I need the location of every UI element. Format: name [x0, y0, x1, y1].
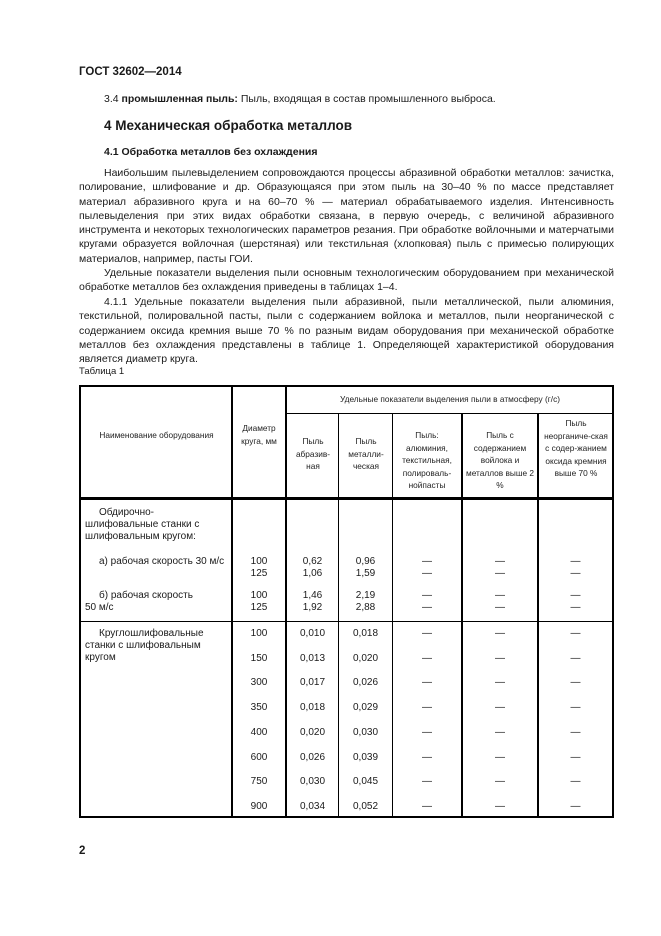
cell-felt: —: [495, 727, 505, 738]
cell-silica: —: [570, 727, 581, 738]
header-divider: [79, 497, 614, 500]
cell-aluminium: —: [422, 801, 432, 812]
header-equipment: Наименование оборудования: [99, 430, 214, 440]
cell-abrasive: 0,034: [299, 801, 326, 812]
cell-felt: —: [495, 702, 505, 713]
table-row: [79, 776, 614, 790]
table-row: [79, 653, 614, 667]
cell-abrasive: 0,020: [299, 727, 326, 738]
cell-abrasive: 0,010: [299, 628, 326, 639]
table-row: [79, 628, 614, 642]
data-table: [79, 385, 614, 818]
group1-title: Обдирочно-шлифовальные станки с шлифовальным кругом:: [85, 507, 200, 543]
subgroup-b-label: б) рабочая скорость 50 м/с: [85, 590, 193, 614]
group-divider: [79, 621, 614, 622]
cell-felt: —: [495, 628, 505, 639]
header-silica: Пыль неорганиче-ская с содер-жанием оксида кремния выше 70 %: [544, 418, 608, 479]
header-felt: Пыль с содержанием войлока и металлов выше 2 %: [465, 430, 535, 491]
cell-metal: 0,026: [352, 677, 379, 688]
cell-diameter: 900: [250, 801, 268, 812]
cell-metal: 1,59: [355, 568, 376, 579]
cell-diameter: 400: [250, 727, 268, 738]
table-row: [79, 727, 614, 741]
header-aluminium: Пыль: алюминия, текстильная, полироваль-нойпасты: [402, 430, 452, 491]
definition-number: 3.4: [104, 93, 119, 105]
cell-metal: 0,018: [352, 628, 379, 639]
cell-silica: —: [570, 556, 581, 567]
cell-silica: —: [570, 628, 581, 639]
cell-aluminium: —: [422, 602, 432, 613]
cell-metal: 0,030: [352, 727, 379, 738]
definition-text: Пыль, входящая в состав промышленного выброса.: [240, 93, 496, 105]
cell-aluminium: —: [422, 677, 432, 688]
cell-silica: —: [570, 590, 581, 601]
subsection-heading-4-1: 4.1 Обработка металлов без охлаждения: [104, 146, 318, 158]
header-metal: Пыль металли-ческая: [348, 436, 384, 472]
header-abrasive: Пыль абразив-ная: [295, 436, 331, 472]
cell-abrasive: 0,62: [302, 556, 323, 567]
cell-aluminium: —: [422, 702, 432, 713]
cell-metal: 0,039: [352, 752, 379, 763]
cell-metal: 0,96: [355, 556, 376, 567]
header-diameter: Диаметр круга, мм: [241, 423, 277, 446]
cell-metal: 0,052: [352, 801, 379, 812]
cell-felt: —: [495, 568, 505, 579]
cell-felt: —: [495, 556, 505, 567]
table-row: [79, 677, 614, 691]
header-group: Удельные показатели выделения пыли в атмосферу (г/с): [339, 394, 561, 404]
cell-metal: 0,020: [352, 653, 379, 664]
table-caption: Таблица 1: [79, 366, 125, 377]
cell-silica: —: [570, 702, 581, 713]
paragraph-1: Наибольшим пылевыделением сопровождаются процессы абразивной обработки металлов: зачистка, полирование, шлифование и др. Образующаяся при этом пыль на 30–40 % по массе представляет материал абразивного круга и на 60–70 % — материал обрабатываемого изделия. Интенсивность пылевыделения при этих видах обработки связана, в первую очередь, с величиной абразивного инструмента и некоторых технологических параметров резания. При обработке войлочными и матерчатыми кругами образуется войлочная (шерстяная) или текстильная (хлопковая) пыль с примесью полирующих материалов, например, пасты ГОИ.: [79, 167, 614, 265]
cell-diameter: 125: [250, 568, 268, 579]
cell-aluminium: —: [422, 590, 432, 601]
paragraph-2: Удельные показатели выделения пыли основным технологическим оборудованием при механической обработке металлов без охлаждения приведены в таблицах 1–4.: [79, 267, 614, 294]
document-code: ГОСТ 32602—2014: [79, 66, 182, 78]
cell-diameter: 350: [250, 702, 268, 713]
cell-diameter: 150: [250, 653, 268, 664]
cell-abrasive: 0,030: [299, 776, 326, 787]
group-header-divider: [286, 413, 614, 414]
cell-aluminium: —: [422, 653, 432, 664]
cell-diameter: 125: [250, 602, 268, 613]
cell-metal: 0,029: [352, 702, 379, 713]
cell-abrasive: 1,46: [302, 590, 323, 601]
cell-aluminium: —: [422, 628, 432, 639]
group2-title: Круглошлифовальные станки с шлифовальным кругом: [85, 628, 204, 664]
cell-diameter: 100: [250, 628, 268, 639]
cell-felt: —: [495, 602, 505, 613]
cell-metal: 2,19: [355, 590, 376, 601]
cell-diameter: 100: [250, 590, 268, 601]
cell-silica: —: [570, 568, 581, 579]
cell-abrasive: 0,018: [299, 702, 326, 713]
cell-felt: —: [495, 776, 505, 787]
cell-aluminium: —: [422, 727, 432, 738]
cell-abrasive: 1,06: [302, 568, 323, 579]
cell-abrasive: 0,013: [299, 653, 326, 664]
cell-aluminium: —: [422, 556, 432, 567]
cell-felt: —: [495, 653, 505, 664]
cell-abrasive: 1,92: [302, 602, 323, 613]
cell-metal: 0,045: [352, 776, 379, 787]
section-heading-4: 4 Механическая обработка металлов: [104, 118, 353, 133]
cell-felt: —: [495, 590, 505, 601]
cell-silica: —: [570, 602, 581, 613]
table-border-bottom: [79, 816, 614, 818]
paragraph-3: 4.1.1 Удельные показатели выделения пыли абразивной, пыли металлической, пыли алюминия, текстильной, полировальной пасты, пыли с содержанием войлока и металлов, пыли неорганической с содержанием оксида кремния выше 70 % по разным видам оборудования при механической обработке металлов без охлаждения представлены в таблице 1. Определяющей характеристикой оборудования является диаметр круга.: [79, 296, 614, 366]
table-border-top: [79, 385, 614, 387]
definition-term: промышленная пыль:: [121, 93, 238, 105]
cell-abrasive: 0,017: [299, 677, 326, 688]
cell-aluminium: —: [422, 752, 432, 763]
subgroup-a-label: а) рабочая скорость 30 м/с: [99, 556, 225, 567]
page-number: 2: [79, 845, 86, 857]
cell-silica: —: [570, 801, 581, 812]
cell-diameter: 600: [250, 752, 268, 763]
cell-silica: —: [570, 653, 581, 664]
cell-aluminium: —: [422, 776, 432, 787]
cell-metal: 2,88: [355, 602, 376, 613]
cell-silica: —: [570, 752, 581, 763]
cell-felt: —: [495, 801, 505, 812]
cell-silica: —: [570, 677, 581, 688]
definition-3-4: [104, 93, 496, 105]
cell-felt: —: [495, 752, 505, 763]
cell-aluminium: —: [422, 568, 432, 579]
cell-silica: —: [570, 776, 581, 787]
cell-felt: —: [495, 677, 505, 688]
cell-diameter: 750: [250, 776, 268, 787]
cell-diameter: 100: [250, 556, 268, 567]
table-row: [79, 752, 614, 766]
cell-abrasive: 0,026: [299, 752, 326, 763]
table-row: [79, 801, 614, 815]
table-row: [79, 702, 614, 716]
cell-diameter: 300: [250, 677, 268, 688]
